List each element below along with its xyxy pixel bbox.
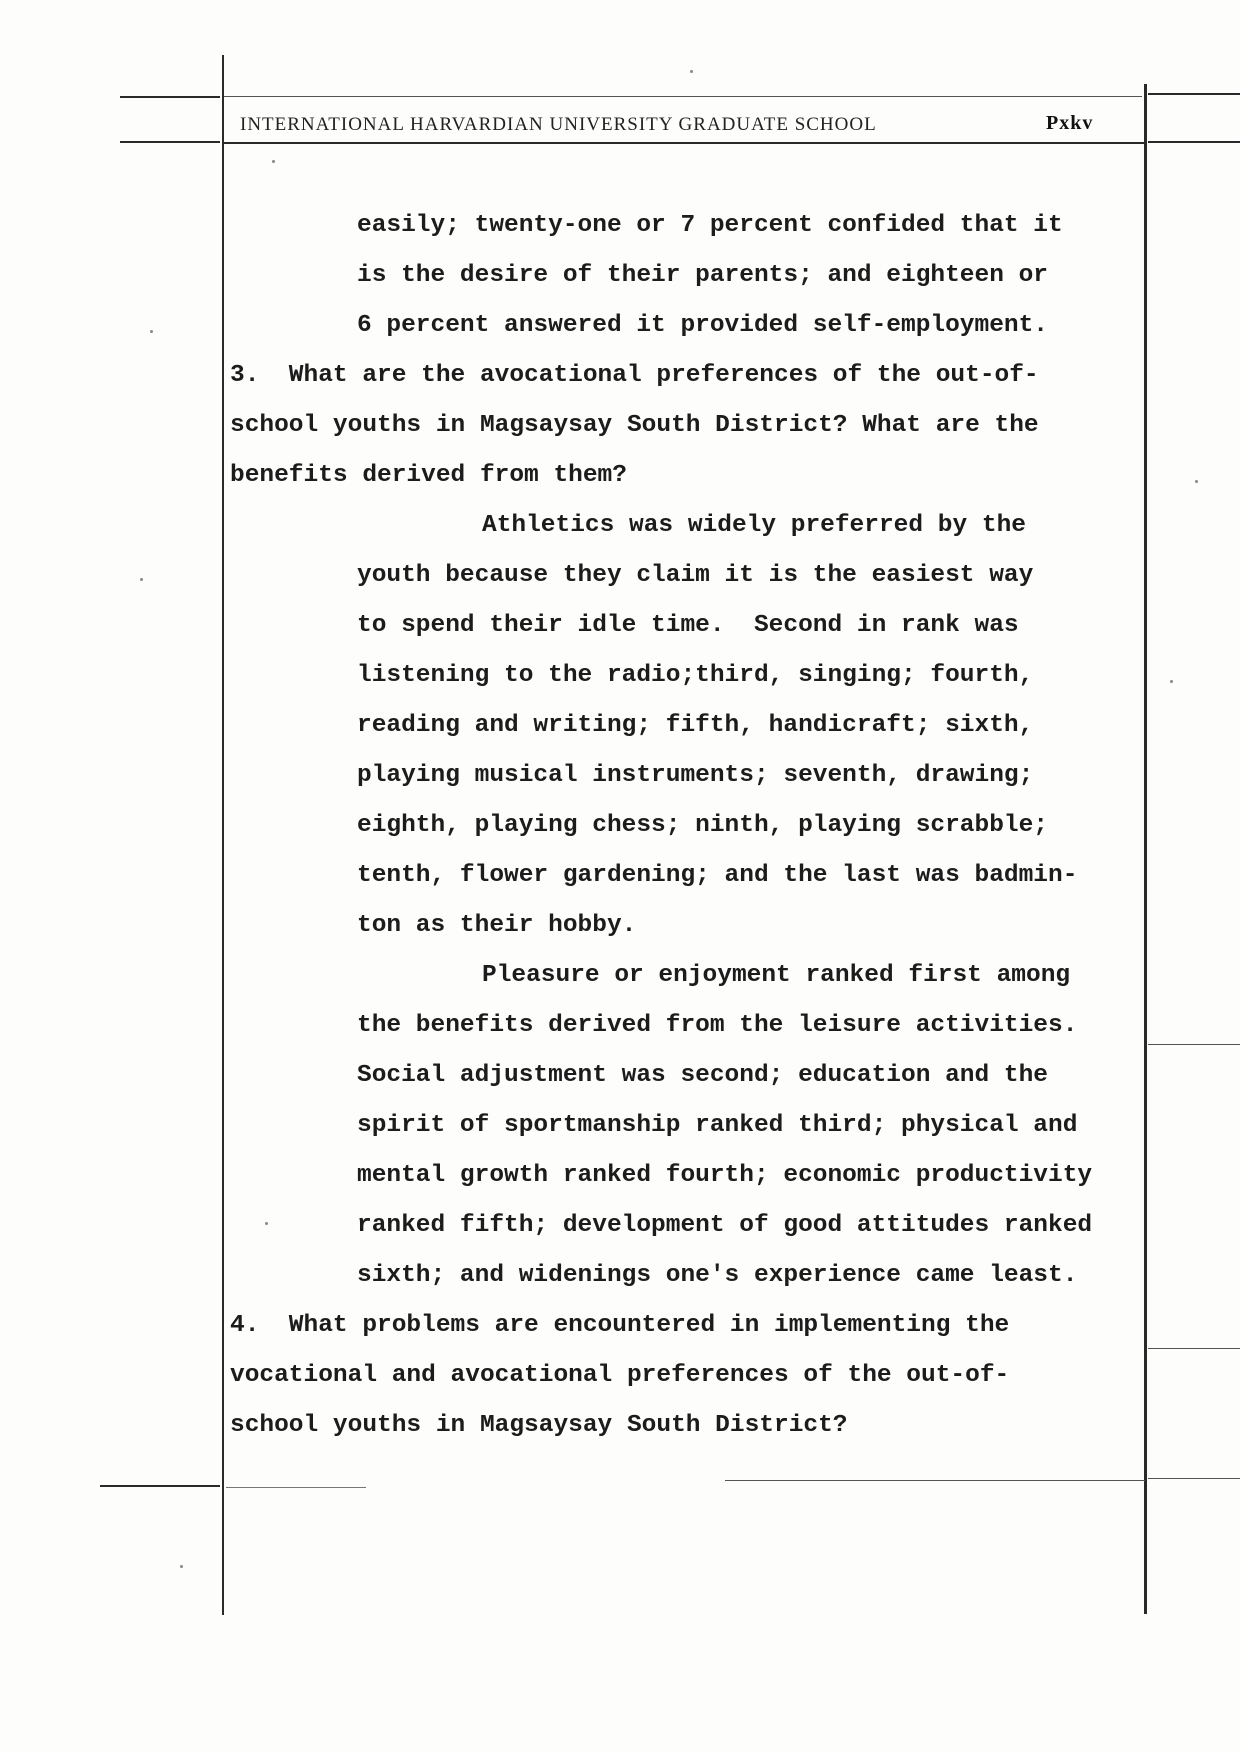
text-line: playing musical instruments; seventh, drawing; [357, 762, 1034, 789]
scan-speck [265, 1222, 268, 1225]
text-line: ranked fifth; development of good attitudes ranked [357, 1212, 1093, 1239]
right-side-rule-1 [1148, 1044, 1240, 1045]
page-number: Pxkv [1046, 112, 1094, 134]
header-rule-right [1148, 141, 1240, 143]
top-rule-right [1148, 93, 1240, 95]
bottom-rule [725, 1480, 1145, 1481]
header-rule-left [120, 141, 220, 143]
scan-speck [150, 330, 153, 333]
header-rule [222, 142, 1144, 144]
bottom-rule-fragment [226, 1487, 366, 1488]
question-line: benefits derived from them? [230, 462, 627, 489]
left-margin-rule [222, 55, 224, 1615]
running-header [240, 110, 1120, 138]
text-line: sixth; and widenings one's experience came least. [357, 1262, 1078, 1289]
text-line: reading and writing; fifth, handicraft; sixth, [357, 712, 1034, 739]
right-margin-rule [1144, 84, 1147, 1614]
text-line: 6 percent answered it provided self-employment. [357, 312, 1049, 339]
scan-speck [140, 578, 143, 581]
text-line: spirit of sportmanship ranked third; physical and [357, 1112, 1078, 1139]
text-line: Social adjustment was second; education and the [357, 1062, 1049, 1089]
scan-speck [1195, 480, 1198, 483]
scan-speck [1170, 680, 1173, 683]
question-line: school youths in Magsaysay South District? [230, 1412, 848, 1439]
right-side-rule-2 [1148, 1348, 1240, 1349]
scan-speck [690, 70, 693, 73]
question-line: vocational and avocational preferences of the out-of- [230, 1362, 1010, 1389]
text-line: tenth, flower gardening; and the last was badmin- [357, 862, 1078, 889]
top-rule-left [120, 96, 220, 98]
scan-speck [180, 1565, 183, 1568]
header-title: INTERNATIONAL HARVARDIAN UNIVERSITY GRADUATE SCHOOL [240, 114, 877, 135]
text-line: is the desire of their parents; and eighteen or [357, 262, 1049, 289]
scan-speck [272, 160, 275, 163]
text-line: the benefits derived from the leisure activities. [357, 1012, 1078, 1039]
paragraph-first-line: Athletics was widely preferred by the [482, 512, 1026, 539]
top-rule [222, 96, 1142, 97]
text-line: youth because they claim it is the easiest way [357, 562, 1034, 589]
text-line: ton as their hobby. [357, 912, 637, 939]
bottom-rule-right [1148, 1478, 1240, 1479]
text-line: eighth, playing chess; ninth, playing scrabble; [357, 812, 1049, 839]
paragraph-first-line: Pleasure or enjoyment ranked first among [482, 962, 1071, 989]
text-line: to spend their idle time. Second in rank was [357, 612, 1019, 639]
question-line: 4. What problems are encountered in implementing the [230, 1312, 1010, 1339]
question-line: 3. What are the avocational preferences of the out-of- [230, 362, 1039, 389]
text-line: mental growth ranked fourth; economic productivity [357, 1162, 1093, 1189]
bottom-rule-left [100, 1485, 220, 1487]
question-line: school youths in Magsaysay South District? What are the [230, 412, 1039, 439]
text-line: listening to the radio;third, singing; fourth, [357, 662, 1034, 689]
text-line: easily; twenty-one or 7 percent confided that it [357, 212, 1063, 239]
